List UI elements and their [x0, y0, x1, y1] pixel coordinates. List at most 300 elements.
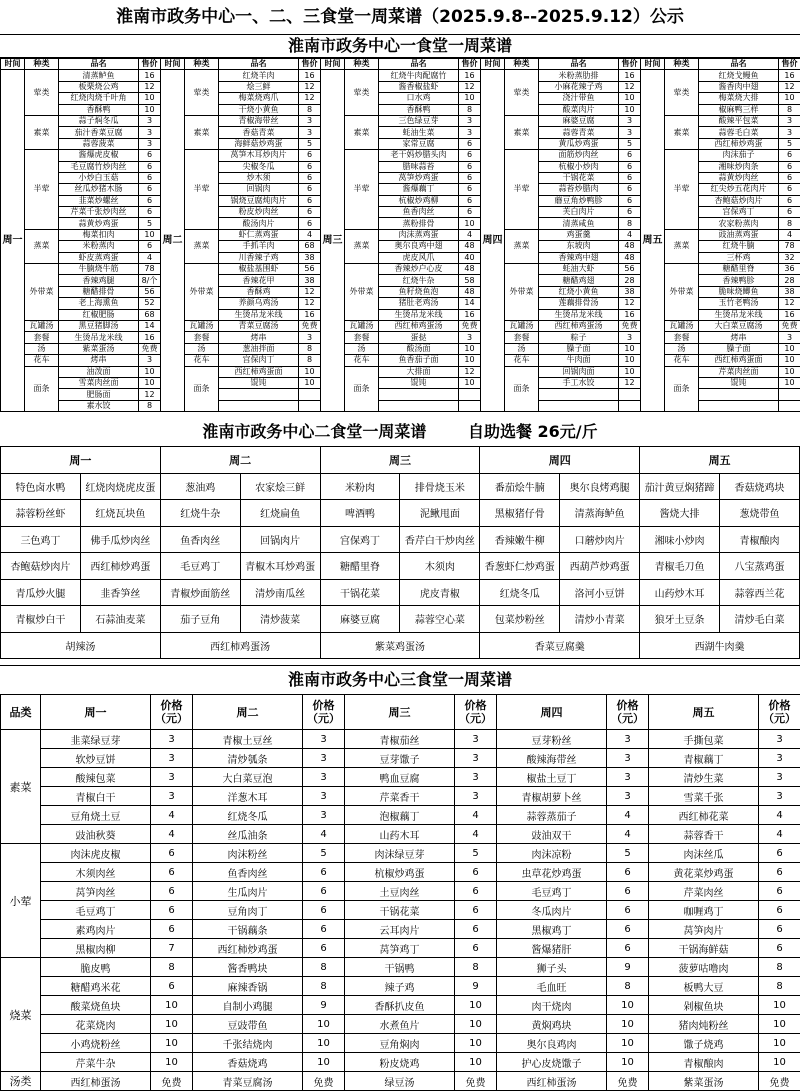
canteen1-dish-name: 芙白肉片 — [539, 207, 619, 218]
canteen1-dish-name: 红烧牛杂 — [379, 275, 459, 286]
canteen3-dish-price: 5 — [455, 844, 497, 863]
canteen3-row — [1, 958, 800, 977]
canteen1-dish-name: 莲藕排骨汤 — [539, 298, 619, 309]
canteen1-dish-name: 芹菜千张炒肉丝 — [59, 207, 139, 218]
canteen3-dish-price: 3 — [303, 749, 345, 768]
canteen3-dish-price: 3 — [303, 768, 345, 787]
canteen2-row — [1, 473, 800, 500]
canteen3-dish-price: 3 — [455, 768, 497, 787]
canteen1-header-cell: 时间 — [321, 59, 345, 70]
canteen1-category: 素菜 — [505, 115, 539, 149]
canteen1-dish-name: 虾皮蒸鸡蛋 — [59, 252, 139, 263]
canteen1-dish-price: 6 — [459, 195, 481, 206]
canteen1-dish-price: 6 — [299, 150, 321, 161]
canteen3-row — [1, 939, 800, 958]
canteen1-dish-price: 6 — [459, 172, 481, 183]
canteen1-dish-name: 粉皮炒肉丝 — [219, 207, 299, 218]
canteen3-dish-price: 10 — [303, 1034, 345, 1053]
canteen1-category: 套餐 — [185, 332, 219, 343]
canteen1-dish-price: 6 — [139, 172, 161, 183]
canteen1-dish-price: 免费 — [619, 320, 641, 331]
canteen1-dish-name: 西红柿炒鸡蛋 — [699, 138, 779, 149]
canteen3-dish-name: 青椒藕丁 — [649, 749, 759, 768]
canteen1-dish-price: 3 — [619, 127, 641, 138]
canteen1-dish-price: 6 — [299, 218, 321, 229]
canteen3-dish-name: 青椒白干 — [41, 787, 151, 806]
canteen1-dish-price: 10 — [779, 355, 800, 366]
canteen1-dish-name: 丝瓜炒猪木肠 — [59, 184, 139, 195]
canteen3-dish-price: 6 — [759, 939, 800, 958]
canteen3-dish-price: 4 — [607, 825, 649, 844]
canteen1-dish-price: 12 — [139, 389, 161, 400]
canteen1-dish-name: 湘味炒肉条 — [699, 161, 779, 172]
canteen2-day-header: 周二 — [160, 447, 320, 474]
canteen1-dish-name: 香辣鸡腿 — [59, 275, 139, 286]
canteen1-dish-price: 6 — [459, 207, 481, 218]
canteen1-category: 外带菜 — [25, 264, 59, 321]
canteen2-day-header: 周五 — [640, 447, 800, 474]
canteen3-dish-name: 麻辣香锅 — [193, 977, 303, 996]
canteen1-dish-name: 鱼香茄子面 — [379, 355, 459, 366]
canteen1-dish-name: 杏鲍菇炒肉片 — [699, 195, 779, 206]
canteen1-dish-price: 8/个 — [139, 275, 161, 286]
canteen1-category: 花车 — [345, 355, 379, 366]
canteen1-dish-price: 免费 — [459, 320, 481, 331]
canteen1-dish-name: 雪菜肉丝面 — [59, 377, 139, 388]
canteen1-dish-price: 6 — [299, 195, 321, 206]
canteen1-dish-price: 58 — [459, 275, 481, 286]
canteen3-price-header: 价格（元） — [303, 695, 345, 730]
canteen1-dish-name: 糖醋排骨 — [59, 286, 139, 297]
canteen3-dish-name: 板鸭大豆 — [649, 977, 759, 996]
canteen1-dish-price: 48 — [619, 241, 641, 252]
canteen1-dish-name: 腊味蒜苔 — [379, 161, 459, 172]
canteen3-dish-name: 花菜烧肉 — [41, 1015, 151, 1034]
canteen1-dish-price — [779, 400, 800, 411]
canteen3-dish-price: 6 — [303, 901, 345, 920]
canteen1-dish-price: 10 — [779, 377, 800, 388]
canteen1-category: 汤 — [665, 343, 699, 354]
canteen3-dish-name: 青椒酿肉 — [649, 1053, 759, 1072]
canteen3-dish-name: 干锅鸭 — [345, 958, 455, 977]
canteen3-dish-price: 6 — [759, 882, 800, 901]
canteen3-dish-price: 8 — [455, 958, 497, 977]
canteen2-dish: 毛豆鸡丁 — [160, 553, 240, 580]
canteen3-dish-name: 青椒胡萝卜丝 — [497, 787, 607, 806]
canteen1-category: 汤 — [25, 343, 59, 354]
canteen2-dish: 番茄烩牛腩 — [480, 473, 560, 500]
canteen3-dish-price: 6 — [759, 920, 800, 939]
canteen3-dish-price: 4 — [759, 825, 800, 844]
canteen1-dish-price: 10 — [459, 218, 481, 229]
canteen3-dish-name: 自制小鸡腿 — [193, 996, 303, 1015]
canteen1-header-cell: 品名 — [379, 59, 459, 70]
canteen3-dish-name: 干锅藕条 — [193, 920, 303, 939]
canteen1-dish-price: 免费 — [139, 343, 161, 354]
canteen1-dish-name: 椒盐基围虾 — [219, 264, 299, 275]
canteen2-dish: 葱烧带鱼 — [720, 500, 800, 527]
canteen2-dish: 清炒菠菜 — [240, 606, 320, 633]
canteen1-row — [1, 355, 800, 366]
canteen1-dish-price: 16 — [619, 309, 641, 320]
canteen3-dish-name: 生瓜肉片 — [193, 882, 303, 901]
canteen1-dish-name: 虾仁蒸鸡蛋 — [219, 229, 299, 240]
canteen3-dish-price: 3 — [759, 768, 800, 787]
canteen2-dish: 清炒毛白菜 — [720, 606, 800, 633]
canteen1-dish-name: 尖椒冬瓜 — [219, 161, 299, 172]
canteen1-dish-name: 生烫吊龙米线 — [539, 309, 619, 320]
canteen1-category: 花车 — [185, 355, 219, 366]
canteen1-dish-price: 12 — [619, 377, 641, 388]
canteen1-dish-price: 3 — [299, 115, 321, 126]
canteen1-dish-price: 12 — [299, 286, 321, 297]
canteen1-dish-price: 38 — [619, 286, 641, 297]
canteen1-dish-name: 紫菜蛋汤 — [59, 343, 139, 354]
canteen1-dish-price: 6 — [619, 195, 641, 206]
canteen1-dish-name: 米粉蒸肉 — [59, 241, 139, 252]
canteen2-dish: 青椒木耳炒鸡蛋 — [240, 553, 320, 580]
canteen3-dish-price: 3 — [607, 787, 649, 806]
canteen2-dish: 茄汁黄豆焖猪蹄 — [640, 473, 720, 500]
canteen3-dish-name: 红烧冬瓜 — [193, 806, 303, 825]
canteen3-dish-name: 蒜蓉香干 — [649, 825, 759, 844]
canteen3-dish-name: 酸辣包菜 — [41, 768, 151, 787]
canteen1-dish-name: 香酥鸭 — [59, 104, 139, 115]
canteen1-dish-name: 肉沫茄子 — [699, 150, 779, 161]
canteen1-dish-name: 黄瓜炒鸡蛋 — [539, 138, 619, 149]
canteen1-category: 瓦罐汤 — [345, 320, 379, 331]
canteen3-dish-name: 水煮鱼片 — [345, 1015, 455, 1034]
canteen2-dish: 香辣嫩牛柳 — [480, 526, 560, 553]
canteen1-dish-name: 大排面 — [379, 366, 459, 377]
canteen1-dish-name: 蒜苔炒腊肉 — [539, 184, 619, 195]
canteen1-dish-price: 3 — [459, 115, 481, 126]
canteen3-dish-name: 干锅海鲜菇 — [649, 939, 759, 958]
canteen3-dish-price: 3 — [303, 730, 345, 749]
canteen3-dish-price: 3 — [151, 787, 193, 806]
canteen1-dish-name: 生烫吊龙米线 — [59, 332, 139, 343]
canteen1-category: 蒸菜 — [505, 229, 539, 263]
canteen1-category: 套餐 — [665, 332, 699, 343]
canteen2-dish: 木须肉 — [400, 553, 480, 580]
canteen1-category: 荤类 — [25, 70, 59, 116]
canteen1-dish-name — [699, 389, 779, 400]
canteen3-dish-price: 4 — [151, 825, 193, 844]
canteen3-dish-name: 千张结烧肉 — [193, 1034, 303, 1053]
canteen1-dish-price: 6 — [459, 150, 481, 161]
canteen2-row — [1, 553, 800, 580]
canteen1-dish-name: 农家粉蒸肉 — [699, 218, 779, 229]
canteen1-dish-price: 3 — [139, 115, 161, 126]
canteen1-dish-name: 香辣炒户心皮 — [379, 264, 459, 275]
canteen1-dish-name: 香酥鸡 — [219, 286, 299, 297]
canteen1-dish-price: 10 — [619, 355, 641, 366]
canteen1-dish-price: 6 — [779, 195, 800, 206]
canteen3-dish-price: 10 — [303, 1015, 345, 1034]
canteen1-header-cell: 品名 — [219, 59, 299, 70]
canteen3-dish-name: 黑椒肉柳 — [41, 939, 151, 958]
canteen1-header-cell: 时间 — [481, 59, 505, 70]
canteen3-dish-price: 6 — [303, 939, 345, 958]
canteen1-category: 汤 — [505, 343, 539, 354]
canteen1-header-cell: 种类 — [505, 59, 539, 70]
canteen3-dish-price: 10 — [455, 1015, 497, 1034]
canteen1-dish-name — [539, 400, 619, 411]
canteen1-category: 素菜 — [25, 115, 59, 149]
canteen1-dish-name: 蒜蓉青菜 — [539, 127, 619, 138]
canteen1-dish-name: 猪肚老鸡汤 — [379, 298, 459, 309]
canteen3-dish-name: 素鸡肉片 — [41, 920, 151, 939]
canteen2-soup: 西红柿鸡蛋汤 — [160, 632, 320, 659]
canteen2-dish: 虎皮青椒 — [400, 579, 480, 606]
canteen1-dish-price: 6 — [779, 172, 800, 183]
canteen1-header-cell: 品名 — [699, 59, 779, 70]
canteen3-dish-name: 豆角肉丁 — [193, 901, 303, 920]
canteen2-dish: 泥鳅甩面 — [400, 500, 480, 527]
canteen1-dish-name: 红烧小黄鱼 — [539, 286, 619, 297]
canteen2-dish: 清炒南瓜丝 — [240, 579, 320, 606]
canteen1-header-cell: 时间 — [641, 59, 665, 70]
canteen1-category: 蒸菜 — [345, 229, 379, 263]
canteen3-dish-name: 清炒瓠条 — [193, 749, 303, 768]
canteen3-dish-name: 黄花菜炒鸡蛋 — [649, 863, 759, 882]
canteen1-dish-price: 免费 — [299, 320, 321, 331]
canteen2-dish: 香芹白干炒肉丝 — [400, 526, 480, 553]
canteen1-category: 外带菜 — [185, 264, 219, 321]
canteen1-category: 瓦罐汤 — [505, 320, 539, 331]
canteen3-dish-price: 4 — [607, 806, 649, 825]
canteen3-dish-price: 3 — [455, 730, 497, 749]
canteen3-dish-name: 青菜豆腐汤 — [193, 1072, 303, 1091]
canteen3-dish-name: 鱼香肉丝 — [193, 863, 303, 882]
canteen2-dish: 啤酒鸭 — [320, 500, 400, 527]
canteen2-dish: 红烧瓦块鱼 — [80, 500, 160, 527]
canteen1-dish-price: 6 — [619, 172, 641, 183]
canteen1-dish-price: 6 — [619, 150, 641, 161]
canteen3-row — [1, 863, 800, 882]
canteen1-dish-name: 手抓羊肉 — [219, 241, 299, 252]
canteen3-day-header: 周四 — [497, 695, 607, 730]
canteen1-dish-name: 莴笋炒鸡蛋 — [379, 172, 459, 183]
canteen1-dish-name: 红烧肉烧千叶角 — [59, 93, 139, 104]
canteen1-dish-price: 10 — [139, 366, 161, 377]
canteen1-dish-price: 12 — [779, 298, 800, 309]
canteen1-dish-price: 6 — [619, 184, 641, 195]
canteen2-dish: 清炒小青菜 — [560, 606, 640, 633]
canteen1-dish-name: 蘑豆角炒鸭胗 — [539, 195, 619, 206]
canteen1-header-row — [1, 59, 800, 70]
canteen1-category: 外带菜 — [665, 264, 699, 321]
canteen3-row — [1, 768, 800, 787]
canteen3-row — [1, 920, 800, 939]
canteen1-dish-name: 蒜黄炒鸡蛋 — [59, 218, 139, 229]
canteen1-dish-name: 蒜蓉菠菜 — [59, 138, 139, 149]
canteen1-dish-price: 3 — [299, 127, 321, 138]
canteen2-dish: 佛手瓜炒肉丝 — [80, 526, 160, 553]
canteen1-dish-name: 肥肠面 — [59, 389, 139, 400]
canteen3-dish-name: 小鸡烧粉丝 — [41, 1034, 151, 1053]
canteen3-dish-price: 3 — [607, 768, 649, 787]
canteen1-dish-price: 12 — [299, 81, 321, 92]
canteen1-dish-name: 干烧小黄鱼 — [219, 104, 299, 115]
canteen1-dish-name: 牛腩烧牛筋 — [59, 264, 139, 275]
canteen1-row — [1, 343, 800, 354]
canteen1-dish-price: 28 — [779, 275, 800, 286]
canteen3-row — [1, 1015, 800, 1034]
canteen1-dish-price: 3 — [299, 332, 321, 343]
canteen1-day-label: 周三 — [321, 70, 345, 412]
canteen2-dish: 青椒炒白干 — [1, 606, 81, 633]
canteen3-dish-name: 脆皮鸭 — [41, 958, 151, 977]
canteen1-dish-price: 3 — [779, 332, 800, 343]
canteen3-dish-name: 莴笋肉丝 — [41, 882, 151, 901]
canteen3-dish-name: 酱爆猪肝 — [497, 939, 607, 958]
canteen1-dish-price: 48 — [459, 264, 481, 275]
canteen3-price-header: 价格（元） — [759, 695, 800, 730]
canteen2-dish: 青椒酿肉 — [720, 526, 800, 553]
canteen3-dish-price: 免费 — [455, 1072, 497, 1091]
canteen1-category: 套餐 — [505, 332, 539, 343]
canteen3-dish-name: 馓子烧鸡 — [649, 1034, 759, 1053]
canteen2-dish: 蒜蓉西兰花 — [720, 579, 800, 606]
canteen1-menu-table — [0, 58, 800, 412]
canteen3-dish-price: 6 — [455, 863, 497, 882]
canteen1-category: 套餐 — [25, 332, 59, 343]
canteen1-dish-price: 10 — [459, 355, 481, 366]
canteen1-dish-price: 12 — [619, 298, 641, 309]
canteen3-dish-price: 8 — [759, 977, 800, 996]
canteen3-dish-name: 清炒生菜 — [649, 768, 759, 787]
canteen1-dish-price: 48 — [459, 286, 481, 297]
canteen1-dish-name: 臊子面 — [539, 343, 619, 354]
canteen3-dish-name: 芹菜牛杂 — [41, 1053, 151, 1072]
canteen3-dish-name: 辣子鸡 — [345, 977, 455, 996]
canteen3-dish-price: 7 — [151, 939, 193, 958]
canteen2-dish: 青椒炒面筋丝 — [160, 579, 240, 606]
canteen1-dish-price: 12 — [139, 81, 161, 92]
canteen3-dish-price: 6 — [151, 863, 193, 882]
canteen1-dish-price: 12 — [299, 298, 321, 309]
canteen3-row — [1, 844, 800, 863]
canteen3-dish-name: 咖喱鸡丁 — [649, 901, 759, 920]
canteen1-dish-name: 臊子面 — [699, 343, 779, 354]
canteen1-dish-name: 小炒白玉菇 — [59, 172, 139, 183]
canteen1-dish-name: 红椒肥肠 — [59, 309, 139, 320]
canteen3-dish-name: 芹菜香干 — [345, 787, 455, 806]
canteen1-dish-price: 5 — [779, 138, 800, 149]
canteen3-dish-name: 韭菜绿豆芽 — [41, 730, 151, 749]
canteen1-dish-name: 酱香椒盐虾 — [379, 81, 459, 92]
canteen1-dish-price: 8 — [459, 104, 481, 115]
canteen1-dish-price: 6 — [779, 207, 800, 218]
canteen1-dish-price — [619, 389, 641, 400]
canteen3-dish-price: 10 — [455, 996, 497, 1015]
canteen3-dish-price: 6 — [607, 920, 649, 939]
canteen1-category: 荤类 — [185, 70, 219, 116]
canteen3-dish-price: 6 — [607, 901, 649, 920]
canteen3-dish-name: 猪肉炖粉丝 — [649, 1015, 759, 1034]
canteen3-dish-price: 10 — [151, 1053, 193, 1072]
canteen3-dish-price: 4 — [303, 825, 345, 844]
canteen3-dish-price: 6 — [607, 863, 649, 882]
canteen1-row — [1, 150, 800, 161]
canteen1-dish-name — [219, 389, 299, 400]
canteen3-dish-name: 豆豉带鱼 — [193, 1015, 303, 1034]
canteen1-dish-price: 10 — [779, 343, 800, 354]
canteen2-dish: 狼牙土豆条 — [640, 606, 720, 633]
canteen1-dish-price: 8 — [299, 104, 321, 115]
canteen2-dish: 特色卤水鸭 — [1, 473, 81, 500]
canteen3-dish-price: 6 — [151, 882, 193, 901]
canteen1-dish-name: 杭椒小炒肉 — [539, 161, 619, 172]
canteen1-dish-name: 奥尔良鸡中翅 — [379, 241, 459, 252]
canteen3-dish-price: 3 — [455, 749, 497, 768]
canteen1-dish-price: 12 — [779, 81, 800, 92]
canteen3-row — [1, 901, 800, 920]
canteen3-dish-name: 西红柿蛋汤 — [41, 1072, 151, 1091]
canteen1-dish-name: 炒木须 — [219, 172, 299, 183]
canteen1-dish-price: 14 — [459, 298, 481, 309]
canteen1-day-label: 周四 — [481, 70, 505, 412]
canteen1-dish-name: 鱼香肉丝 — [379, 207, 459, 218]
canteen1-dish-name: 酱爆藕丁 — [379, 184, 459, 195]
canteen1-dish-name: 生烫吊龙米线 — [699, 309, 779, 320]
canteen1-dish-price: 10 — [299, 377, 321, 388]
canteen1-dish-price: 6 — [459, 138, 481, 149]
canteen1-dish-price: 4 — [619, 229, 641, 240]
canteen1-dish-name: 椒麻鸭三样 — [699, 104, 779, 115]
canteen3-dish-price: 3 — [759, 749, 800, 768]
canteen1-header-cell: 售价 — [619, 59, 641, 70]
canteen1-dish-price: 免费 — [779, 320, 800, 331]
canteen3-category: 烧菜 — [1, 958, 41, 1072]
canteen1-dish-price: 6 — [299, 207, 321, 218]
canteen3-dish-price: 10 — [759, 1015, 800, 1034]
canteen1-dish-price: 10 — [139, 377, 161, 388]
canteen2-dish: 三色鸡丁 — [1, 526, 81, 553]
canteen3-dish-name: 虫草花炒鸡蛋 — [497, 863, 607, 882]
canteen2-row — [1, 500, 800, 527]
canteen1-dish-name: 糖醋鸡翅 — [539, 275, 619, 286]
canteen1-dish-name: 馄饨 — [699, 377, 779, 388]
canteen2-dish: 茄子豆角 — [160, 606, 240, 633]
canteen1-dish-name: 烤串 — [59, 355, 139, 366]
canteen3-dish-price: 4 — [455, 825, 497, 844]
canteen3-dish-price: 8 — [151, 958, 193, 977]
canteen3-dish-name: 剁椒鱼块 — [649, 996, 759, 1015]
canteen1-dish-name: 鸡蛋羹 — [539, 229, 619, 240]
canteen1-day-label: 周二 — [161, 70, 185, 412]
canteen1-row — [1, 70, 800, 81]
canteen1-dish-price: 3 — [779, 115, 800, 126]
canteen3-dish-name: 西红柿炒鸡蛋 — [193, 939, 303, 958]
canteen2-day-header: 周三 — [320, 447, 480, 474]
canteen1-dish-name: 烩三鲜 — [219, 81, 299, 92]
canteen1-dish-price: 10 — [139, 93, 161, 104]
canteen1-category: 瓦罐汤 — [665, 320, 699, 331]
canteen2-dish: 山药炒木耳 — [640, 579, 720, 606]
canteen1-dish-name: 生烫吊龙米线 — [219, 309, 299, 320]
canteen3-dish-name: 土豆肉丝 — [345, 882, 455, 901]
canteen3-dish-price: 6 — [759, 863, 800, 882]
canteen1-row — [1, 332, 800, 343]
canteen1-dish-price: 6 — [459, 184, 481, 195]
canteen3-dish-name: 冬瓜肉片 — [497, 901, 607, 920]
canteen2-menu-table — [0, 446, 800, 659]
canteen1-dish-name: 手工水饺 — [539, 377, 619, 388]
canteen1-dish-name: 宫保肉丁 — [219, 355, 299, 366]
canteen3-price-header: 价格（元） — [455, 695, 497, 730]
